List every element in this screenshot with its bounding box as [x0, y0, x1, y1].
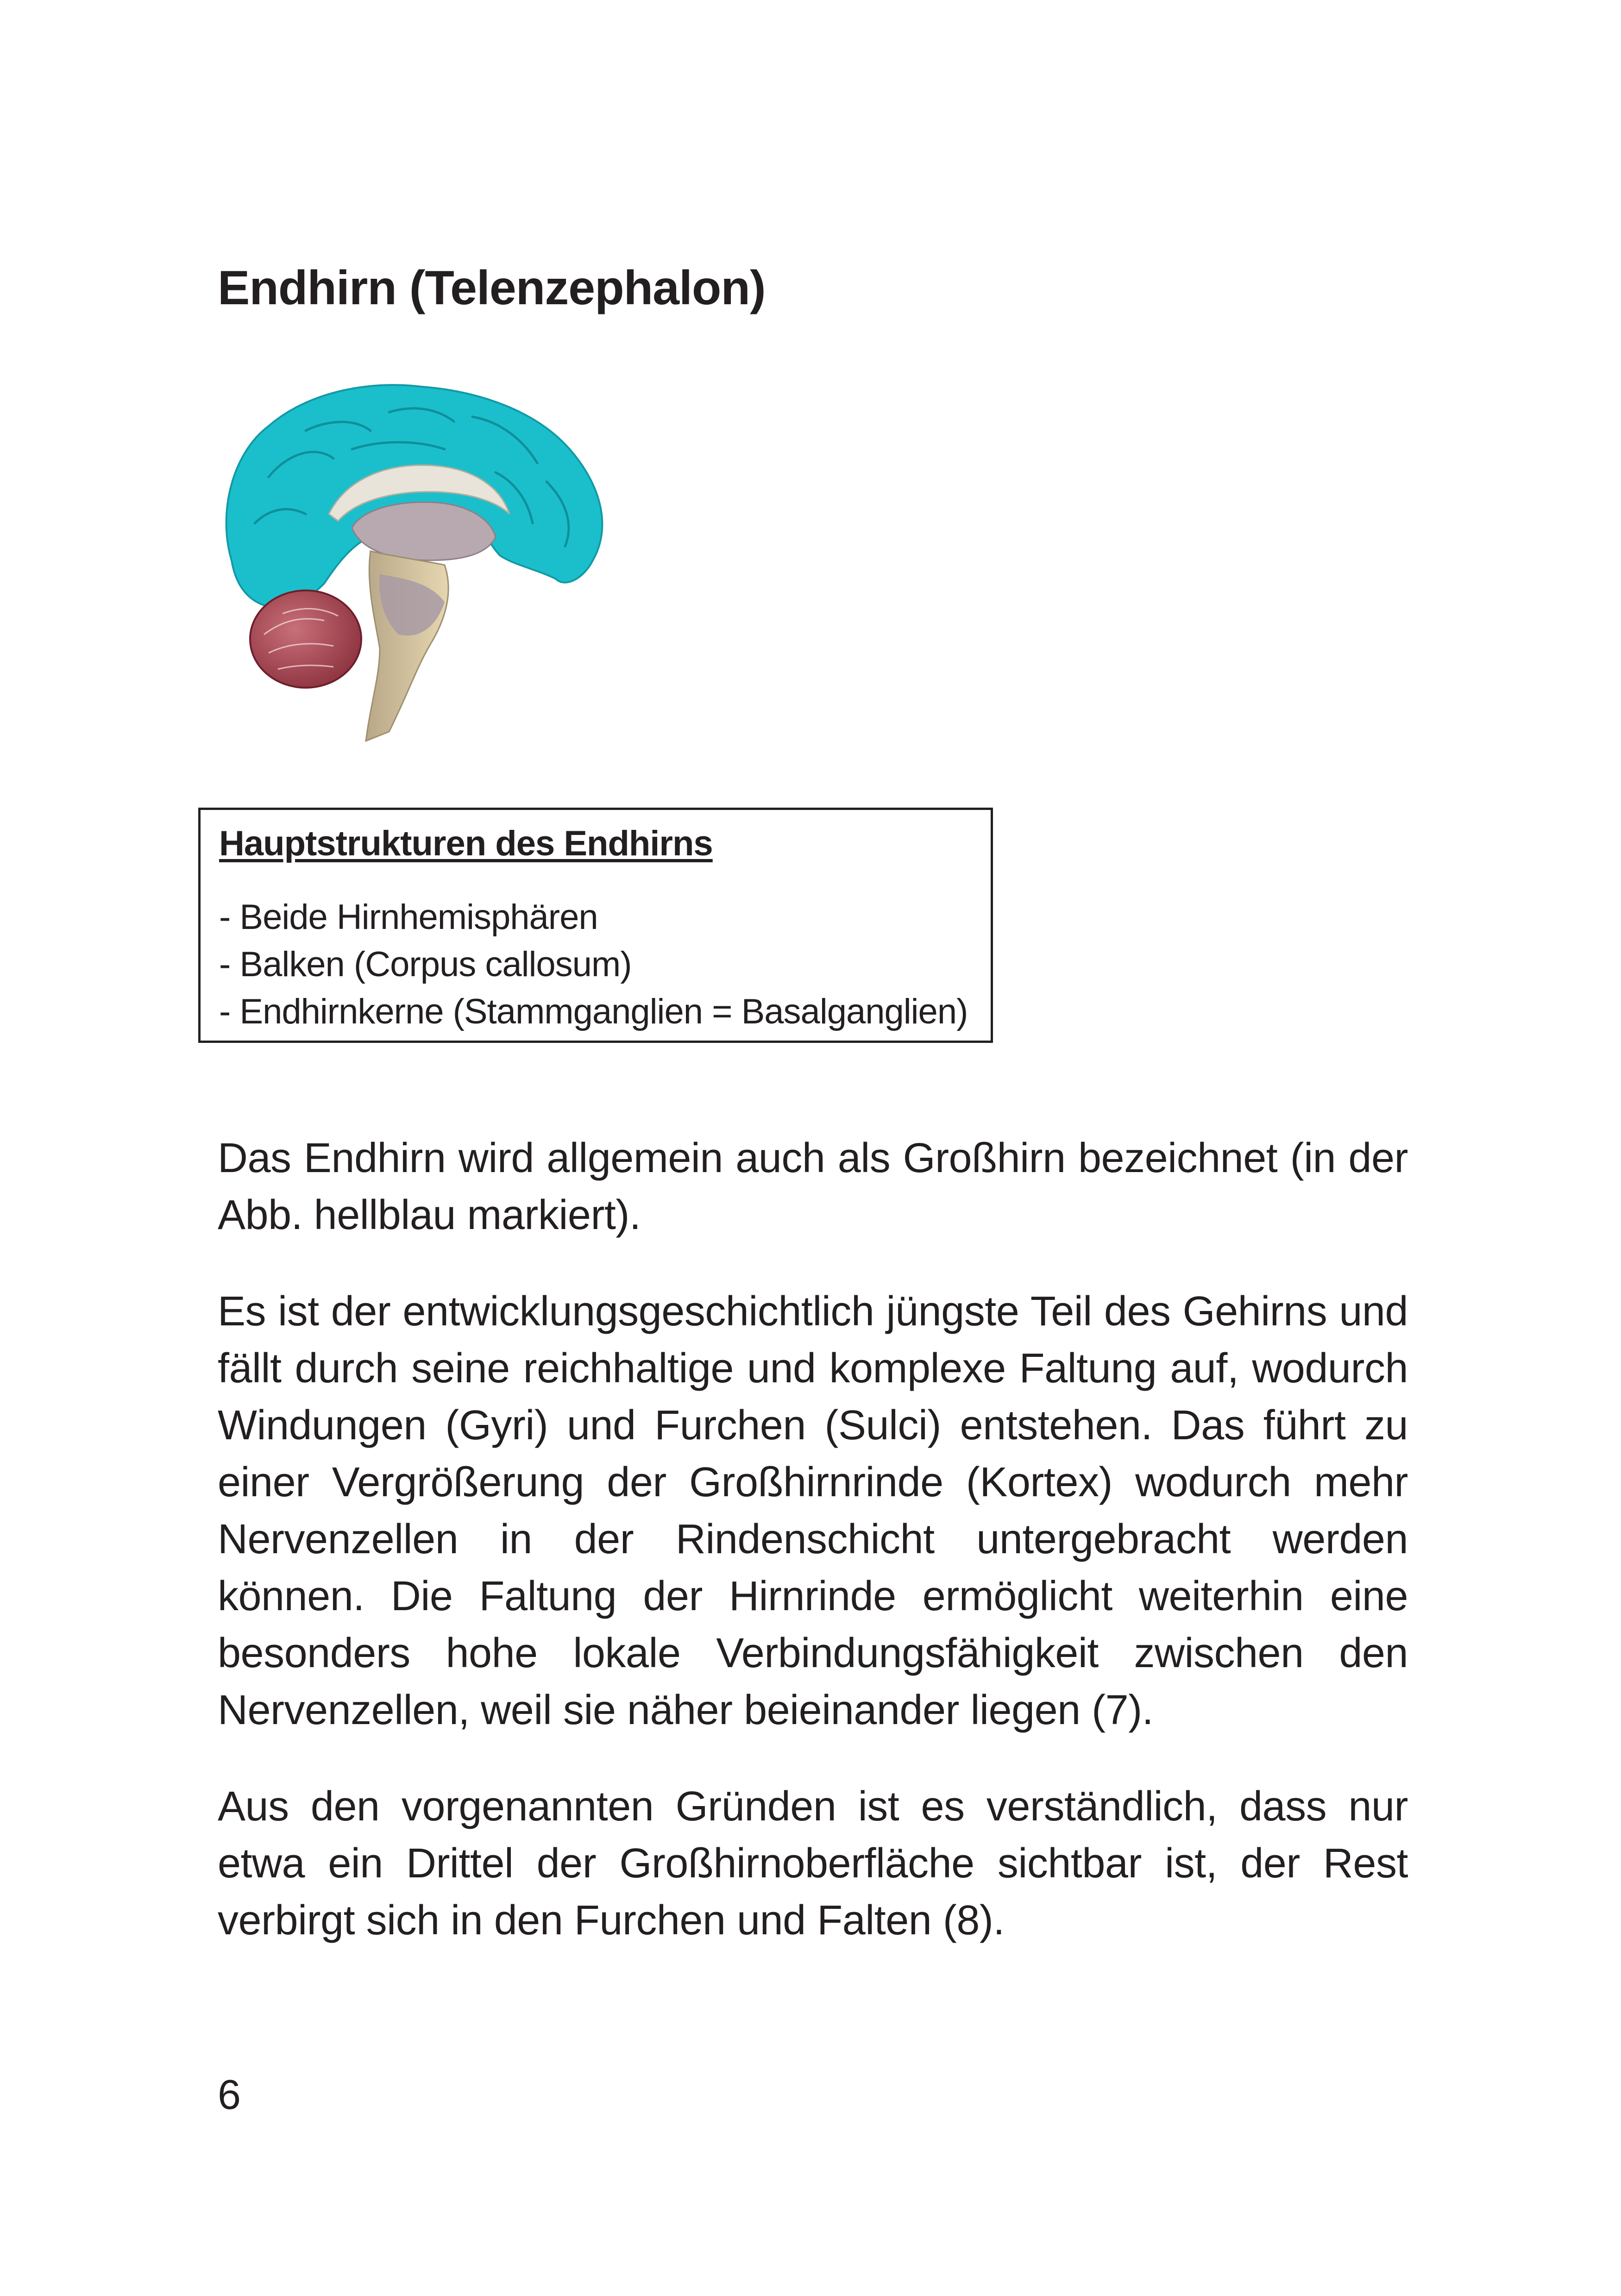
- paragraph: Das Endhirn wird allgemein auch als Großhirn bezeichnet (in der Abb. hellblau markiert).: [218, 1135, 1408, 1238]
- body-text: [218, 1130, 1408, 1989]
- cerebellum-shape: [250, 590, 361, 688]
- brain-sagittal-section-illustration: [213, 361, 630, 769]
- brain-figure: [213, 361, 630, 769]
- info-box: [198, 808, 993, 1043]
- structure-list: [219, 894, 991, 1035]
- paragraph: Es ist der entwicklungsgeschichtlich jüngste Teil des Gehirns und fällt durch seine reichhaltige und komplexe Faltung auf, wodurch Windungen (Gyri) und Furchen (Sulci) entstehen. Das führt zu einer Vergrößerung der Großhirnrinde (Kortex) wodurch mehr Nervenzellen in der Rindenschicht untergebracht werden können. Die Faltung der Hirnrinde ermöglicht weiterhin eine besonders hohe lokale Verbindungsfähigkeit zwischen den Nervenzellen, weil sie näher beieinander liegen (7).: [218, 1288, 1408, 1733]
- page-title: Endhirn (Telenzephalon): [218, 261, 766, 315]
- list-item: - Endhirnkerne (Stammganglien = Basalganglien): [219, 992, 968, 1032]
- brainstem-shape: [366, 551, 448, 741]
- page-number: 6: [218, 2072, 241, 2118]
- info-box-heading: Hauptstrukturen des Endhirns: [219, 824, 713, 863]
- list-item: - Balken (Corpus callosum): [219, 945, 632, 985]
- paragraph: Aus den vorgenannten Gründen ist es verständlich, dass nur etwa ein Drittel der Großhirnoberfläche sichtbar ist, der Rest verbirgt sich in den Furchen und Falten (8).: [218, 1783, 1408, 1944]
- list-item: - Beide Hirnhemisphären: [219, 897, 598, 937]
